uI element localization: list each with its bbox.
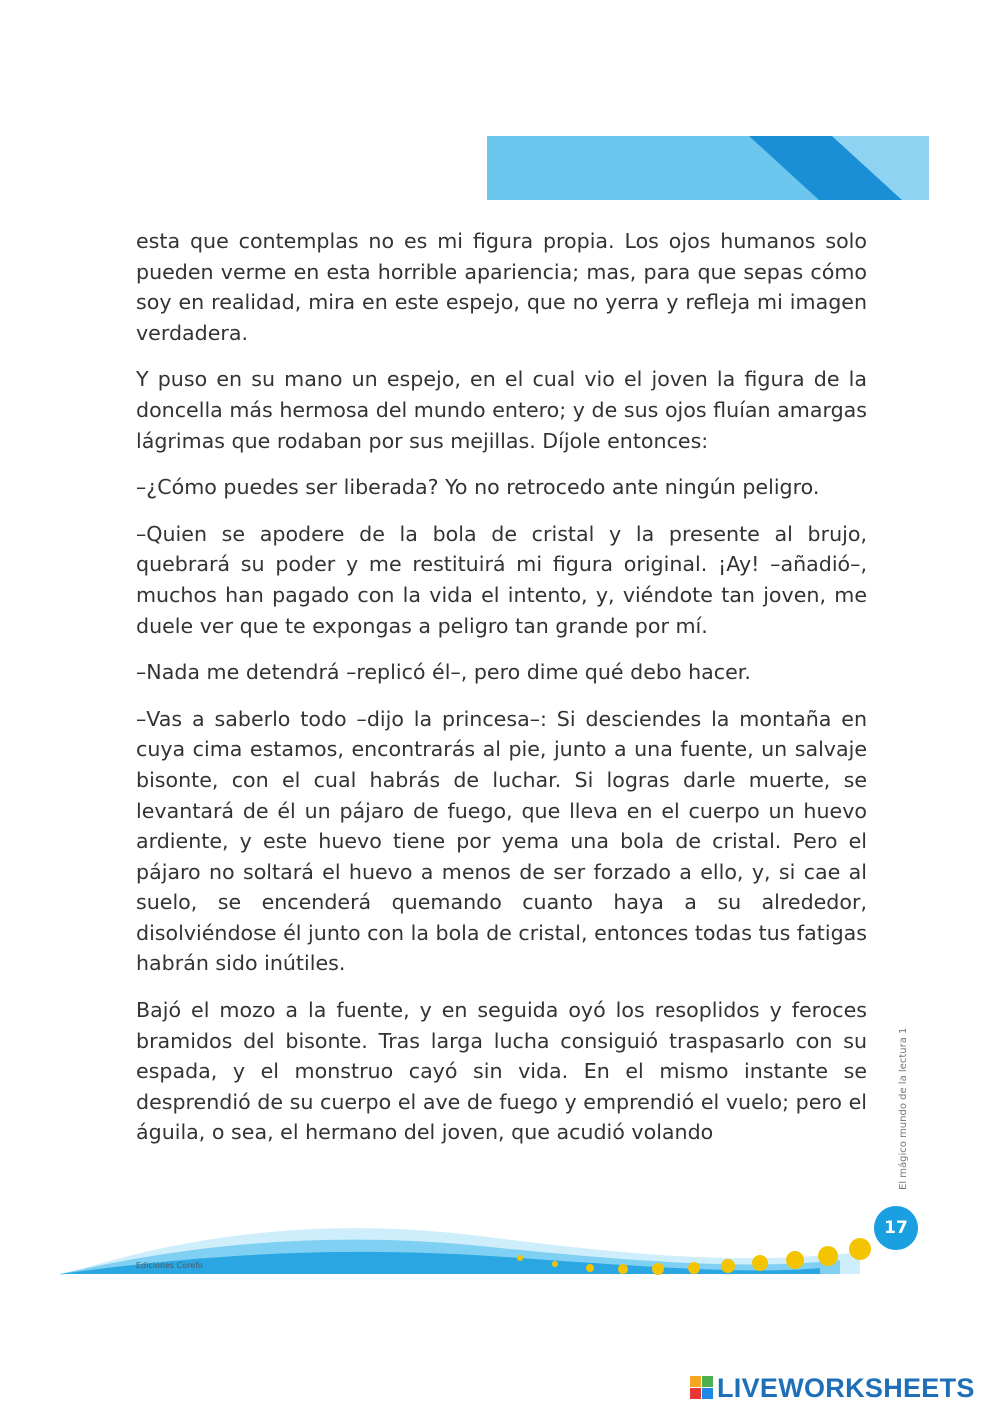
header-stripe-graphic (487, 136, 929, 200)
dot-9 (786, 1251, 804, 1269)
dot-7 (721, 1259, 735, 1273)
paragraph-1: esta que contemplas no es mi figura propia. Los ojos humanos solo pueden verme en esta horrible apariencia; mas, para que sepas cómo soy en realidad, mira en este espejo, que no yerra y refleja mi imagen verdadera. (136, 229, 867, 345)
footer-wave-graphic (60, 1196, 940, 1286)
dot-2 (552, 1261, 558, 1267)
paragraph-5: –Nada me detendrá –replicó él–, pero dime qué debo hacer. (136, 660, 751, 685)
dot-5 (652, 1263, 664, 1275)
paragraph-3: –¿Cómo puedes ser liberada? Yo no retrocedo ante ningún peligro. (136, 475, 820, 500)
dot-11 (849, 1238, 871, 1260)
paragraph-2: Y puso en su mano un espejo, en el cual vio el joven la figura de la doncella más hermosa del mundo entero; y de sus ojos fluían amargas lágrimas que rodaban por sus mejillas. Díjole entonces: (136, 367, 867, 453)
dot-4 (618, 1264, 628, 1274)
paragraph-7: Bajó el mozo a la fuente, y en seguida oyó los resoplidos y feroces bramidos del bisonte. Tras larga lucha consiguió traspasarlo con su espada, y el monstruo cayó sin vida. En el mismo instante se desprendió de su cuerpo el ave de fuego y emprendió el vuelo; pero el águila, o sea, el hermano del joven, que acudió volando (136, 998, 867, 1145)
dot-6 (688, 1262, 700, 1274)
story-text (136, 226, 867, 1164)
dot-8 (752, 1255, 768, 1271)
publisher-label: Ediciones Corefo (136, 1261, 203, 1270)
dot-1 (517, 1255, 523, 1261)
liveworksheets-wordmark: LIVEWORKSHEETS (717, 1372, 975, 1403)
page-number-badge: 17 (874, 1206, 918, 1250)
liveworksheets-icon (690, 1376, 714, 1400)
book-title-caption: El mágico mundo de la lectura 1 (898, 1027, 909, 1190)
dot-3 (586, 1264, 594, 1272)
paragraph-4: –Quien se apodere de la bola de cristal y la presente al brujo, quebrará su poder y me restituirá mi figura original. ¡Ay! –añadió–, muchos han pagado con la vida el intento, y, viéndote tan joven, me duele ver que te expongas a peligro tan grande por mí. (136, 521, 867, 638)
header-color-bar (487, 136, 929, 200)
paragraph-6: –Vas a saberlo todo –dijo la princesa–: Si desciendes la montaña en cuya cima estamos, encontrarás al pie, junto a una fuente, un salvaje bisonte, con el cual habrás de luchar. Si logras darle muerte, se levantará de él un pájaro de fuego, que lleva en el cuerpo un huevo ardiente, y este huevo tiene por yema una bola de cristal. Pero el pájaro no soltará el huevo a menos de ser forzado a ello, y, si cae al suelo, se encenderá quemando cuanto haya a su alrededor, disolviéndose él junto con la bola de cristal, entonces todas tus fatigas habrán sido inútiles. (136, 706, 867, 976)
liveworksheets-logo (690, 1372, 975, 1404)
dot-10 (818, 1246, 838, 1266)
